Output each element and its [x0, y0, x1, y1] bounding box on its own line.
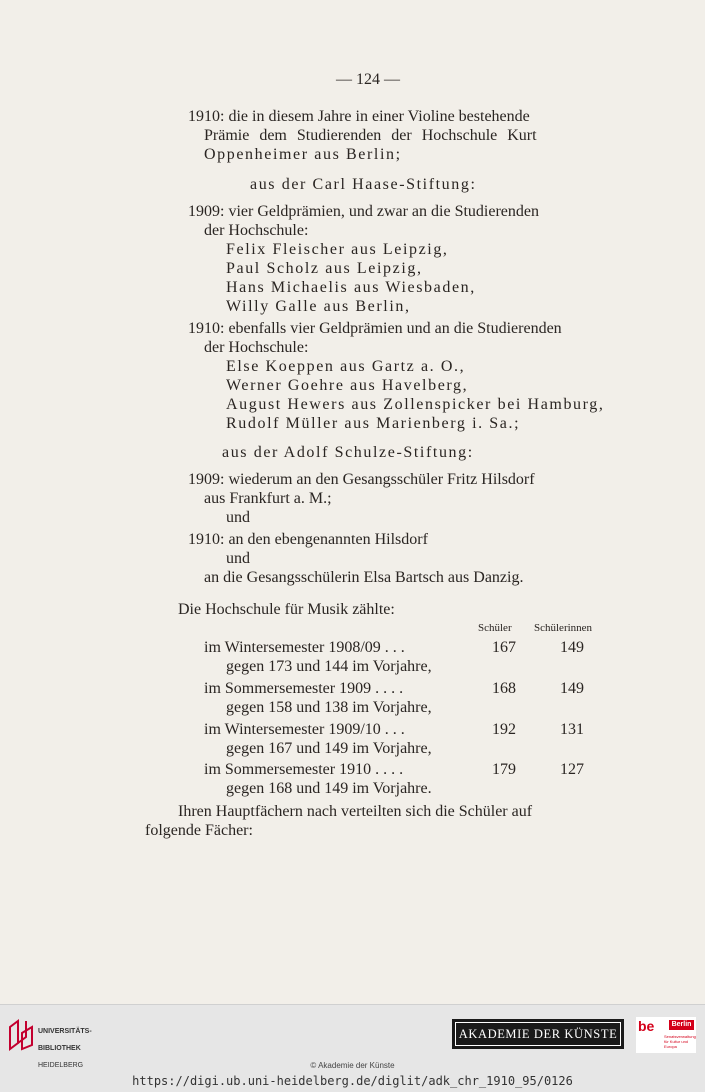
ub-line: BIBLIOTHEK	[38, 1044, 81, 1052]
berlin-badge: Berlin	[669, 1020, 694, 1030]
table-row-label: im Sommersemester 1910 . . . .	[204, 761, 404, 778]
text-line: Prämie dem Studierenden der Hochschule Kurt	[204, 127, 537, 144]
text-line: der Hochschule:	[204, 222, 309, 239]
table-cell-schueler: 179	[492, 761, 516, 778]
table-cell-schueler: 167	[492, 639, 516, 656]
table-row-label: im Wintersemester 1909/10 . . .	[204, 721, 405, 738]
text-line: Oppenheimer aus Berlin;	[204, 146, 402, 163]
table-cell-schueler: 192	[492, 721, 516, 738]
ub-line: HEIDELBERG	[38, 1061, 84, 1069]
column-header-schuelerinnen: Schülerinnen	[534, 622, 593, 634]
table-row-note: gegen 158 und 138 im Vorjahre,	[226, 699, 432, 716]
text-line: 1909: vier Geldprämien, und zwar an die Studierenden	[188, 203, 539, 220]
name-line: Rudolf Müller aus Marienberg i. Sa.;	[226, 415, 521, 432]
table-row-note: gegen 167 und 149 im Vorjahre,	[226, 740, 432, 757]
table-cell-schuelerinnen: 131	[560, 721, 584, 738]
table-row-note: gegen 168 und 149 im Vorjahre.	[226, 780, 432, 797]
permalink-url[interactable]: https://digi.ub.uni-heidelberg.de/diglit/adk_chr_1910_95/0126	[132, 1074, 573, 1088]
text-line: 1909: wiederum an den Gesangsschüler Fritz Hilsdorf	[188, 471, 535, 488]
table-row-label: im Wintersemester 1908/09 . . .	[204, 639, 405, 656]
akademie-der-kuenste-logo[interactable]	[452, 1019, 624, 1049]
page-number: — 124 —	[336, 71, 400, 88]
text-line: an die Gesangsschülerin Elsa Bartsch aus Danzig.	[204, 569, 524, 586]
berlin-senate-logo[interactable]	[636, 1017, 696, 1053]
text-line: 1910: die in diesem Jahre in einer Violine bestehende	[188, 108, 530, 125]
berlin-sub: Senatsverwaltung für Kultur und Europa	[664, 1034, 696, 1049]
text-line: Ihren Hauptfächern nach verteilten sich die Schüler auf	[178, 803, 533, 820]
name-line: August Hewers aus Zollenspicker bei Hamburg,	[226, 396, 605, 413]
berlin-be: be	[638, 1018, 655, 1034]
text-line: und	[226, 550, 250, 567]
university-library-logo-icon[interactable]	[8, 1019, 34, 1051]
table-cell-schueler: 168	[492, 680, 516, 697]
name-line: Willy Galle aus Berlin,	[226, 298, 411, 315]
name-line: Felix Fleischer aus Leipzig,	[226, 241, 449, 258]
column-header-schueler: Schüler	[478, 622, 512, 634]
table-cell-schuelerinnen: 149	[560, 639, 584, 656]
text-line: 1910: an den ebengenannten Hilsdorf	[188, 531, 428, 548]
name-line: Hans Michaelis aus Wiesbaden,	[226, 279, 476, 296]
text-line: und	[226, 509, 250, 526]
section-heading: aus der Carl Haase-Stiftung:	[250, 176, 477, 193]
table-row-note: gegen 173 und 144 im Vorjahre,	[226, 658, 432, 675]
name-line: Werner Goehre aus Havelberg,	[226, 377, 469, 394]
table-cell-schuelerinnen: 127	[560, 761, 584, 778]
table-cell-schuelerinnen: 149	[560, 680, 584, 697]
name-line: Paul Scholz aus Leipzig,	[226, 260, 423, 277]
viewer-footer	[0, 1004, 705, 1092]
text-line: folgende Fächer:	[145, 822, 253, 839]
adk-label: AKADEMIE DER KÜNSTE	[455, 1022, 621, 1046]
text-line: Die Hochschule für Musik zählte:	[178, 601, 395, 618]
ub-line: UNIVERSITÄTS-	[38, 1027, 92, 1035]
table-row-label: im Sommersemester 1909 . . . .	[204, 680, 404, 697]
text-line: 1910: ebenfalls vier Geldprämien und an die Studierenden	[188, 320, 562, 337]
section-heading: aus der Adolf Schulze-Stiftung:	[222, 444, 474, 461]
copyright-notice: © Akademie der Künste	[310, 1061, 395, 1070]
text-line: der Hochschule:	[204, 339, 309, 356]
name-line: Else Koeppen aus Gartz a. O.,	[226, 358, 466, 375]
text-line: aus Frankfurt a. M.;	[204, 490, 332, 507]
